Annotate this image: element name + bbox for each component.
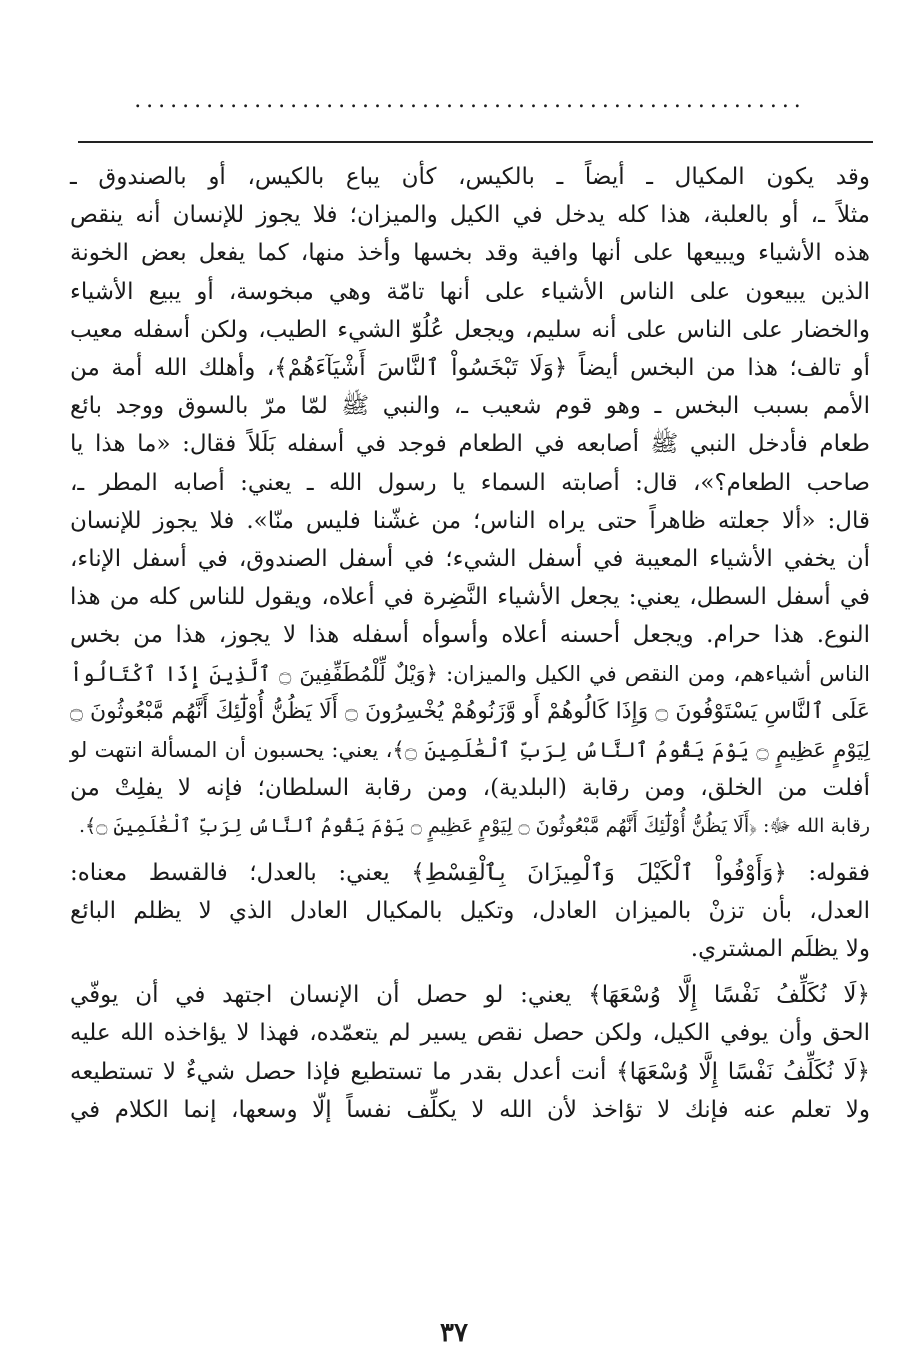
page-number: ٣٧ [440, 1318, 468, 1348]
text-line: مثلاً ـ، أو بالعلبة، هذا كله يدخل في الكيل والميزان؛ فلا يجوز للإنسان أنه ينقص [70, 202, 870, 229]
text-line: عَلَى ٱلنَّاسِ يَسْتَوْفُونَ ۝ وَإِذَا كَالُوهُمْ أَو وَّزَنُوهُمْ يُخْسِرُونَ ۝ أَلَا يَظُنُّ أُوْلَٰٓئِكَ أَنَّهُم مَّبْعُوثُونَ ۝ [70, 698, 870, 724]
text-line: أفلت من الخلق، ومن رقابة (البلدية)، ومن رقابة السلطان؛ فإنه لا يفلِتْ من [70, 775, 870, 802]
text-line: فقوله: ﴿وَأَوْفُواْ ٱلْكَيْلَ وَٱلْمِيزَانَ بِٱلْقِسْطِ﴾ يعني: بالعدل؛ فالقسط معناه: [70, 859, 870, 886]
text-line: الأمم بسبب البخس ـ وهو قوم شعيب ـ، والنبي ﷺ لمّا مرّ بالسوق ووجد بائع [70, 393, 870, 420]
header-dotted-line: ........................................................ [134, 88, 806, 113]
paragraph-2 [70, 854, 870, 969]
text-line: أو تالف؛ هذا من البخس أيضاً ﴿وَلَا تَبْخَسُواْ ٱلنَّاسَ أَشْيَآءَهُمْ﴾، وأهلك الله أمة من [70, 355, 870, 382]
text-line: الذين يبيعون على الناس الأشياء على أنها تامّة وهي مبخوسة، أو يبيع الأشياء [70, 278, 870, 305]
text-line: ولا يظلَم المشتري. [690, 936, 870, 963]
text-line: قال: «ألا جعلته ظاهراً حتى يراه الناس؛ من غشّنا فليس منّا». فلا يجوز للإنسان [70, 507, 870, 534]
text-line: العدل، بأن تزنْ بالميزان العادل، وتكيل بالمكيال العادل الذي لا يظلم البائع [70, 897, 870, 924]
paragraph-3 [70, 976, 870, 1129]
text-line: في أسفل السطل، يعني: يجعل الأشياء النَّضِرة في أعلاه، ويقول للناس كله من هذا [70, 584, 870, 611]
text-line: ﴿لَا نُكَلِّفُ نَفْسًا إِلَّا وُسْعَهَا﴾ أنت أعدل بقدر ما تستطيع فإذا حصل شيءٌ لا تستطيعه [70, 1058, 870, 1085]
text-line: الحق وأن يوفي الكيل، ولكن حصل نقص يسير لم يتعمّده، فهذا لا يؤاخذه الله عليه [70, 1020, 870, 1047]
text-line: الناس أشياءهم، ومن النقص في الكيل والميزان: ﴿وَيْلٌ لِّلْمُطَفِّفِينَ ۝ ٱلَّذِينَ إِذَا ٱكْتَالُواْ [70, 661, 870, 686]
text-line: طعام فأدخل النبي ﷺ أصابعه في الطعام فوجد في أسفله بَلَلاً فقال: «ما هذا يا [70, 431, 870, 458]
text-line: صاحب الطعام؟»، قال: أصابته السماء يا رسول الله ـ يعني: أصابه المطر ـ، [70, 469, 870, 496]
paragraph-1 [70, 158, 870, 846]
text-line: النوع. هذا حرام. ويجعل أحسنه أعلاه وأسوأه أسفله هذا لا يجوز، هذا من بخس [70, 622, 870, 649]
text-line: والخضار على الناس على أنه سليم، ويجعل عُلُوّ الشيء الطيب، ولكن أسفله معيب [70, 316, 870, 343]
text-line: هذه الأشياء ويبيعها على أنها وافية وقد بخسها وأخذ منها، كما يفعل بعض الخونة [70, 240, 870, 267]
text-line: ولا تعلم عنه فإنك لا تؤاخذ لأن الله لا يكلِّف نفساً إلّا وسعها، إنما الكلام في [70, 1096, 870, 1123]
body-text [70, 158, 870, 1129]
header-rule [78, 141, 873, 143]
text-line: لِيَوْمٍ عَظِيمٍ ۝ يَوْمَ يَقُومُ ٱلنَّاسُ لِرَبِّ ٱلْعَٰلَمِينَ ۝﴾، يعني: يحسبون أن المسألة انتهت لو [70, 738, 870, 763]
text-line: ﴿لَا نُكَلِّفُ نَفْسًا إِلَّا وُسْعَهَا﴾ يعني: لو حصل أن الإنسان اجتهد في أن يوفّي [70, 982, 870, 1009]
text-line: وقد يكون المكيال ـ أيضاً ـ بالكيس، كأن يباع بالكيس، أو بالصندوق ـ [70, 164, 870, 190]
text-line: رقابة الله ﷻ: ﴿أَلَا يَظُنُّ أُوْلَٰٓئِكَ أَنَّهُم مَّبْعُوثُونَ ۝ لِيَوْمٍ عَظِيمٍ ۝ يَوْمَ يَقُومُ ٱلنَّاسُ لِرَبِّ ٱلْعَٰلَمِينَ ۝﴾. [79, 815, 870, 838]
text-line: أن يخفي الأشياء المعيبة في أسفل الشيء؛ في أسفل الصندوق، في أسفل الإناء، [70, 546, 870, 573]
